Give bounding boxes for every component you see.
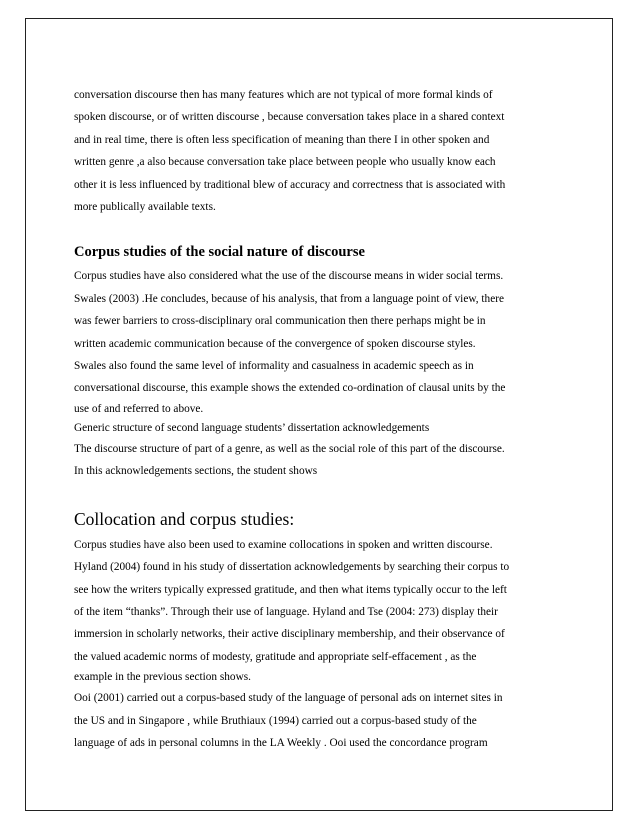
text-line: immersion in scholarly networks, their active disciplinary membership, and their observance of: [74, 628, 505, 641]
text-line: conversational discourse, this example shows the extended co-ordination of clausal units by the: [74, 382, 506, 395]
text-line: use of and referred to above.: [74, 402, 204, 415]
section-social-nature-body: [74, 265, 564, 482]
text-line: language of ads in personal columns in the LA Weekly . Ooi used the concordance program: [74, 736, 488, 749]
text-line: and in real time, there is often less specification of meaning than there I in other spoken and: [74, 133, 490, 146]
text-line: Ooi (2001) carried out a corpus-based study of the language of personal ads on internet sites in: [74, 692, 503, 705]
text-line: of the item “thanks”. Through their use of language. Hyland and Tse (2004: 273) display their: [74, 605, 498, 618]
section-heading-social-nature: Corpus studies of the social nature of discourse: [74, 244, 365, 261]
document-page: [25, 18, 613, 811]
text-line: Generic structure of second language students’ dissertation acknowledgements: [74, 421, 430, 434]
text-line: Swales (2003) .He concludes, because of his analysis, that from a language point of view, there: [74, 292, 504, 305]
text-line: Corpus studies have also considered what the use of the discourse means in wider social terms.: [74, 270, 504, 283]
text-line: spoken discourse, or of written discourse , because conversation takes place in a shared context: [74, 111, 505, 124]
text-line: In this acknowledgements sections, the student shows: [74, 465, 318, 478]
page-content: [74, 84, 564, 754]
intro-paragraph: [74, 84, 564, 218]
text-line: Swales also found the same level of informality and casualness in academic speech as in: [74, 360, 474, 373]
text-line: conversation discourse then has many features which are not typical of more formal kinds of: [74, 89, 493, 101]
text-line: the valued academic norms of modesty, gratitude and appropriate self-effacement , as the: [74, 650, 477, 663]
text-line: The discourse structure of part of a genre, as well as the social role of this part of the discourse.: [74, 442, 505, 455]
text-line: written academic communication because of the convergence of spoken discourse styles.: [74, 337, 476, 350]
text-line: was fewer barriers to cross-disciplinary oral communication then there perhaps might be in: [74, 315, 486, 328]
text-line: other it is less influenced by traditional blew of accuracy and correctness that is associated with: [74, 178, 506, 191]
section-heading-collocation: Collocation and corpus studies:: [74, 508, 295, 529]
text-line: written genre ,a also because conversation take place between people who usually know each: [74, 156, 496, 169]
text-line: example in the previous section shows.: [74, 671, 251, 684]
text-line: Hyland (2004) found in his study of dissertation acknowledgements by searching their corpus to: [74, 561, 510, 574]
text-line: see how the writers typically expressed gratitude, and then what items typically occur to the left: [74, 583, 507, 596]
text-line: Corpus studies have also been used to examine collocations in spoken and written discourse.: [74, 538, 493, 551]
text-line: more publically available texts.: [74, 201, 216, 214]
text-line: the US and in Singapore , while Bruthiaux (1994) carried out a corpus-based study of the: [74, 714, 477, 727]
section-collocation-body: [74, 534, 564, 755]
